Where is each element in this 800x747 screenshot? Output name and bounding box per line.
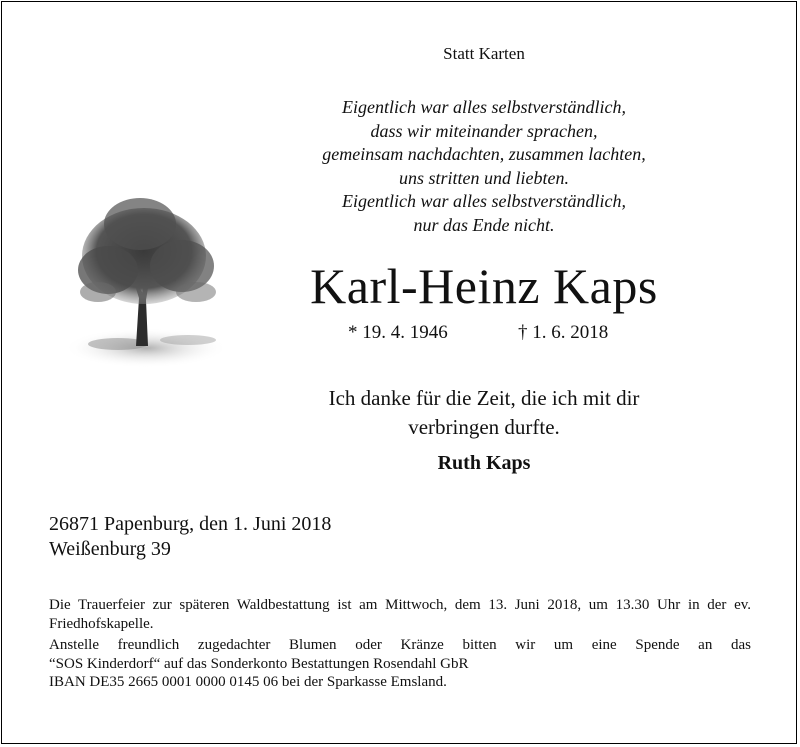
poem-line: gemeinsam nachdachten, zusammen lachten, [322,144,646,164]
donation-line: “SOS Kinderdorf“ auf das Sonderkonto Bestattungen Rosendahl GbR [49,655,469,672]
donation-line: Anstelle freundlich zugedachter Blumen oder Kränze bitten wir um eine Spende an das [49,637,751,653]
thanks-line: Ich danke für die Zeit, die ich mit dir [328,386,640,410]
thanks-line: verbringen durfte. [408,415,560,439]
tree-image [58,188,228,376]
thanks-text [270,384,698,442]
address-line: 26871 Papenburg, den 1. Juni 2018 [49,513,332,535]
donation-line: IBAN DE35 2665 0001 0000 0145 06 bei der Sparkasse Emsland. [49,674,447,690]
birth-date: * 19. 4. 1946 [348,322,448,343]
deceased-name: Karl-Heinz Kaps [310,258,658,314]
poem-line: Eigentlich war alles selbstverständlich, [342,191,626,211]
address [49,512,331,562]
life-dates [340,322,640,350]
donation-note [49,636,751,692]
header-text: Statt Karten [443,44,525,63]
poem-line: dass wir miteinander sprachen, [370,120,598,141]
death-date: † 1. 6. 2018 [518,322,609,343]
poem-line: nur das Ende nicht. [413,214,555,235]
poem [260,96,708,237]
poem-line: Eigentlich war alles selbstverständlich, [342,97,626,117]
poem-line: uns stritten und liebten. [399,167,569,188]
funeral-note: Die Trauerfeier zur späteren Waldbestattung ist am Mittwoch, dem 13. Juni 2018, um 13.30 Uhr in der ev. Friedhofskapelle. [49,597,751,632]
address-line: Weißenburg 39 [49,538,171,560]
notes [49,596,751,692]
signer-name: Ruth Kaps [437,452,531,474]
